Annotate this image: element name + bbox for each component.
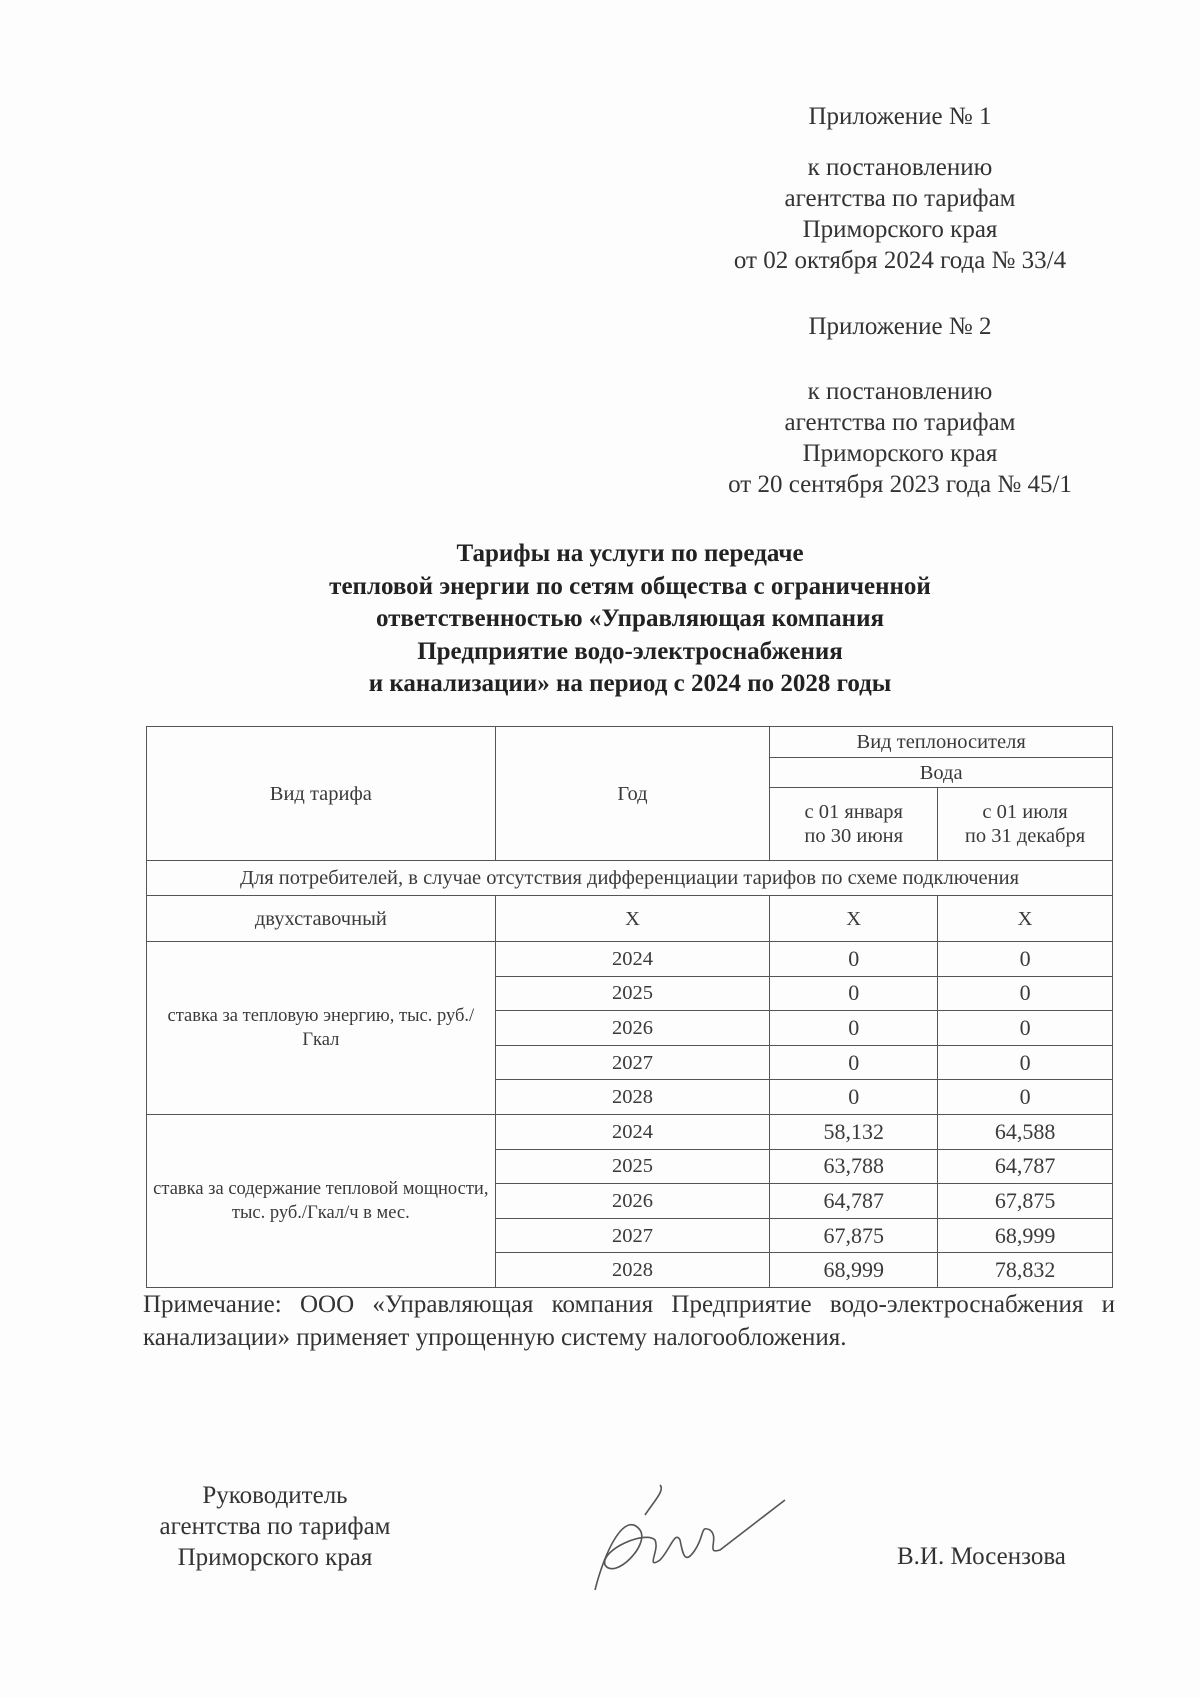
cell-p2: 0 (938, 942, 1113, 977)
appendix-1-line: от 02 октября 2024 года № 33/4 (733, 247, 1067, 274)
cell-p1: 0 (770, 1045, 938, 1080)
cell-p2: Х (938, 896, 1113, 942)
cell-year: 2026 (495, 1011, 770, 1046)
cell-p2: 67,875 (938, 1184, 1113, 1219)
appendix-2-title: Приложение № 2 (808, 313, 992, 340)
note: Примечание: ООО «Управляющая компания Предприятие водо-электроснабжения и канализации» применяет упрощенную систему налогообложения. (143, 1291, 1115, 1351)
title-line: Предприятие водо-электроснабжения (417, 637, 843, 665)
period-1-to: по 30 июня (804, 825, 904, 847)
cell-p1: 64,787 (770, 1184, 938, 1219)
cell-p2: 64,787 (938, 1149, 1113, 1184)
appendix-1-line: к постановлению (807, 154, 993, 181)
cell-p1: 68,999 (770, 1253, 938, 1288)
appendix-1 (680, 101, 1120, 276)
table-row (147, 896, 1113, 942)
cell-p2: 68,999 (938, 1218, 1113, 1253)
signatory-line: Руководитель (202, 1482, 348, 1509)
title-line: ответственностью «Управляющая компания (375, 605, 885, 632)
cell-p1: 0 (770, 1080, 938, 1115)
table-row (147, 942, 1113, 977)
appendix-2-line: агентства по тарифам (784, 409, 1016, 436)
cell-p1: 0 (770, 942, 938, 977)
title-line: Тарифы на услуги по передаче (456, 540, 804, 567)
signatory-name: В.И. Мосензова (897, 1543, 1066, 1570)
cell-year: Х (495, 896, 770, 942)
cell-p1: 58,132 (770, 1114, 938, 1149)
title-line: и канализации» на период с 2024 по 2028 годы (368, 670, 892, 697)
cell-p1: 67,875 (770, 1218, 938, 1253)
subheader: Для потребителей, в случае отсутствия дифференциации тарифов по схеме подключения (147, 861, 1113, 896)
appendix-2 (680, 311, 1120, 500)
cell-label: двухставочный (147, 896, 496, 942)
header-water: Вода (770, 758, 1113, 788)
cell-year: 2025 (495, 1149, 770, 1184)
signatory-line: агентства по тарифам (159, 1513, 391, 1540)
cell-p1: 0 (770, 1011, 938, 1046)
cell-label: ставка за содержание тепловой мощности, тыс. руб./Гкал/ч в мес. (147, 1114, 496, 1287)
header-year: Год (495, 727, 770, 861)
title-line: тепловой энергии по сетям общества с ограниченной (329, 572, 931, 600)
handwritten-signature (585, 1470, 795, 1600)
cell-year: 2028 (495, 1080, 770, 1115)
appendix-1-title: Приложение № 1 (808, 103, 992, 130)
period-1-from: с 01 января (804, 801, 903, 823)
period-2-to: по 31 декабря (964, 825, 1086, 847)
cell-p2: 0 (938, 1080, 1113, 1115)
cell-p2: 0 (938, 1011, 1113, 1046)
appendix-2-line: от 20 сентября 2023 года № 45/1 (728, 471, 1072, 498)
tariff-table (146, 726, 1113, 1288)
period-2-from: с 01 июля (982, 801, 1068, 823)
header-period-2 (938, 788, 1113, 861)
cell-p2: 0 (938, 1045, 1113, 1080)
appendix-2-line: к постановлению (807, 378, 993, 405)
appendix-2-line: Приморского края (802, 440, 998, 467)
cell-year: 2028 (495, 1253, 770, 1288)
cell-p2: 64,588 (938, 1114, 1113, 1149)
cell-label: ставка за тепловую энергию, тыс. руб./Гкал (147, 942, 496, 1115)
appendix-1-line: агентства по тарифам (784, 185, 1016, 212)
signatory-line: Приморского края (177, 1544, 373, 1571)
cell-year: 2025 (495, 976, 770, 1011)
cell-p1: 63,788 (770, 1149, 938, 1184)
header-heat-carrier: Вид теплоносителя (770, 727, 1113, 758)
cell-p1: Х (770, 896, 938, 942)
cell-year: 2027 (495, 1045, 770, 1080)
appendix-1-line: Приморского края (802, 216, 998, 243)
header-tariff-type: Вид тарифа (147, 727, 496, 861)
cell-year: 2026 (495, 1184, 770, 1219)
header-period-1 (770, 788, 938, 861)
cell-year: 2024 (495, 1114, 770, 1149)
cell-year: 2024 (495, 942, 770, 977)
cell-p2: 0 (938, 976, 1113, 1011)
table-row (147, 1114, 1113, 1149)
cell-year: 2027 (495, 1218, 770, 1253)
cell-p1: 0 (770, 976, 938, 1011)
cell-p2: 78,832 (938, 1253, 1113, 1288)
document-title (140, 538, 1120, 701)
signatory-title (130, 1480, 420, 1573)
